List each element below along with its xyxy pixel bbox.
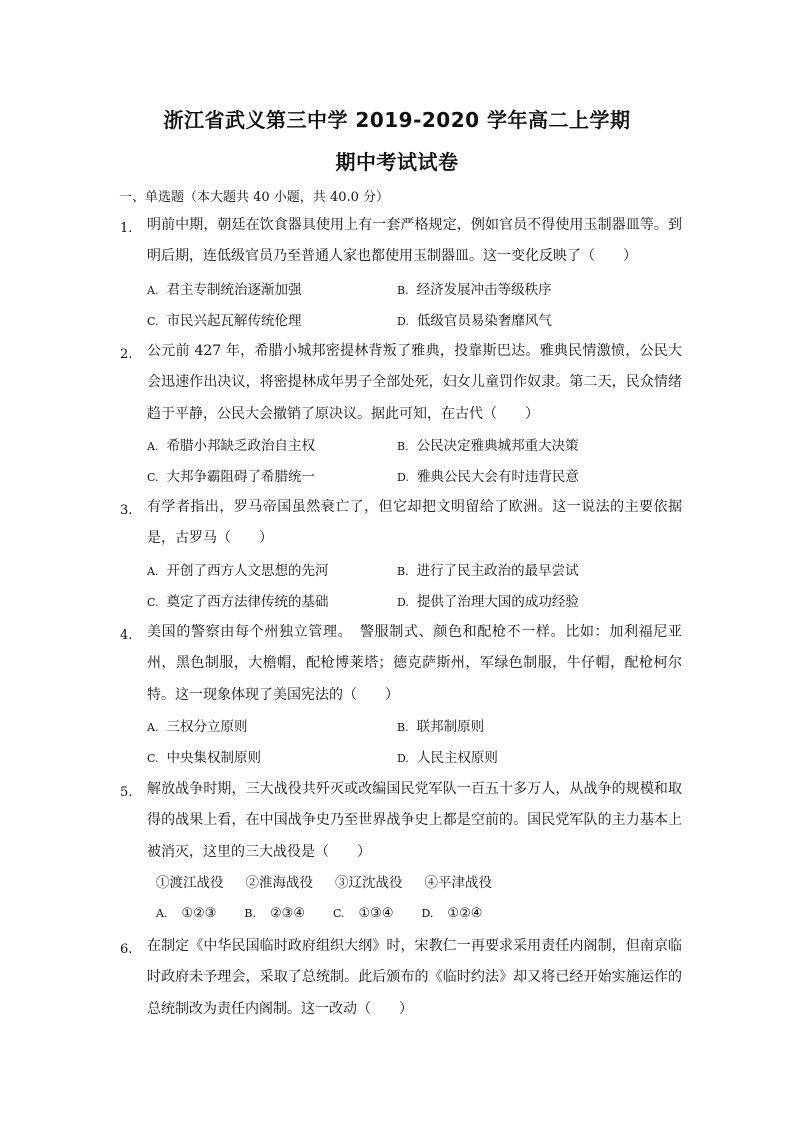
option-text: 三权分立原则 bbox=[166, 719, 248, 735]
option-letter: D. bbox=[397, 752, 409, 765]
option-text: 进行了民主政治的最早尝试 bbox=[416, 563, 579, 579]
option-a bbox=[147, 436, 315, 457]
option-text: 人民主权原则 bbox=[416, 750, 498, 766]
option-text: ②③④ bbox=[270, 906, 305, 921]
option-b bbox=[397, 561, 579, 582]
option-letter: C. bbox=[147, 596, 159, 609]
option-letter: D. bbox=[397, 315, 409, 328]
numbered-item: ①渡江战役 bbox=[156, 875, 224, 891]
option-b bbox=[397, 717, 484, 738]
option-letter: D. bbox=[397, 471, 409, 484]
option-c bbox=[147, 748, 261, 769]
numbered-item: ②淮海战役 bbox=[245, 875, 313, 891]
option-b bbox=[397, 436, 579, 457]
option-letter: C. bbox=[147, 752, 159, 765]
question-number: 1. bbox=[120, 221, 133, 236]
option-text: 联邦制原则 bbox=[416, 719, 485, 735]
option-text: 公民决定雅典城邦重大决策 bbox=[416, 438, 579, 454]
option-b bbox=[397, 280, 552, 301]
option-text: 大邦争霸阻碍了希腊统一 bbox=[166, 469, 316, 485]
option-text: 低级官员易染奢靡风气 bbox=[416, 313, 552, 329]
option-text: 中央集权制原则 bbox=[166, 750, 262, 766]
option-letter: B. bbox=[397, 440, 409, 453]
option-d bbox=[397, 467, 579, 488]
question-stem: 明前中期，朝廷在饮食器具使用上有一套严格规定，例如官员不得使用玉制器皿等。到明后期，连低级官员乃至普通人家也都使用玉制器皿。这一变化反映了（ ） bbox=[147, 217, 682, 265]
option-text: 希腊小邦缺乏政治自主权 bbox=[166, 438, 315, 454]
question-number: 2. bbox=[120, 347, 133, 362]
option-c bbox=[147, 592, 329, 613]
question-number: 6. bbox=[120, 942, 133, 957]
option-text: 奠定了西方法律传统的基础 bbox=[166, 594, 329, 610]
question-stem: 解放战争时期，三大战役共歼灭或改编国民党军队一百五十多万人，从战争的规模和取得的战果上看，在中国战争史乃至世界战争史上都是空前的。国民党军队的主力基本上被消灭，这里的三大战役是（ ） bbox=[147, 781, 682, 860]
option-letter: C. bbox=[332, 907, 345, 920]
option-letter: B. bbox=[244, 907, 257, 920]
question-stem: 在制定《中华民国临时政府组织大纲》时，宋教仁一再要求采用责任内阁制，但南京临时政府未予理会，采取了总统制。此后颁布的《临时约法》却又将已经开始实施运作的总统制改为责任内阁制。这一改动（ ） bbox=[147, 938, 682, 1017]
option-c bbox=[147, 311, 302, 332]
option-letter: D. bbox=[421, 907, 434, 920]
option-letter: A. bbox=[147, 721, 159, 734]
option-d bbox=[397, 311, 552, 332]
inline-options bbox=[156, 904, 510, 924]
option-letter: A. bbox=[147, 284, 159, 297]
option-letter: B. bbox=[397, 721, 409, 734]
option-a bbox=[147, 280, 301, 301]
question-number: 3. bbox=[120, 503, 133, 518]
option-d bbox=[397, 592, 579, 613]
section-heading: 一、单选题（本大题共 40 小题，共 40.0 分） bbox=[119, 190, 390, 205]
option-text: ①②③ bbox=[181, 906, 217, 921]
option-text: 开创了西方人文思想的先河 bbox=[166, 563, 329, 579]
option-text: 雅典公民大会有时违背民意 bbox=[416, 469, 579, 485]
option-letter: D. bbox=[397, 596, 409, 609]
option-c bbox=[333, 906, 408, 921]
option-a bbox=[147, 717, 247, 738]
numbered-item: ④平津战役 bbox=[424, 875, 492, 891]
option-d bbox=[421, 906, 496, 921]
option-text: 提供了治理大国的成功经验 bbox=[416, 594, 579, 610]
numbered-item: ③辽沈战役 bbox=[335, 875, 403, 891]
option-text: 市民兴起瓦解传统伦理 bbox=[166, 313, 302, 329]
option-letter: A. bbox=[147, 565, 159, 578]
option-d bbox=[397, 748, 498, 769]
option-text: 经济发展冲击等级秩序 bbox=[416, 282, 552, 298]
option-a bbox=[147, 561, 328, 582]
option-text: ①②④ bbox=[447, 906, 483, 921]
question-number: 5. bbox=[120, 785, 133, 800]
question-stem: 公元前 427 年，希腊小城邦密提林背叛了雅典，投靠斯巴达。雅典民情激愤，公民大会迅速作出决议，将密提林成年男子全部处死，妇女儿童罚作奴隶。第二天，民众情绪趋于平静，公民大会撤销了原决议。据此可知，在古代（ ） bbox=[147, 343, 682, 422]
exam-subtitle: 期中考试试卷 bbox=[335, 150, 459, 174]
numbered-items bbox=[156, 873, 514, 893]
option-letter: C. bbox=[147, 315, 159, 328]
option-text: 君主专制统治逐渐加强 bbox=[166, 282, 302, 298]
question-stem: 美国的警察由每个州独立管理。 警服制式、颜色和配枪不一样。比如：加利福尼亚州，黑色制服，大檐帽，配枪博莱塔；德克萨斯州，军绿色制服，牛仔帽，配枪柯尔特。这一现象体现了美国宪法的（ ） bbox=[147, 624, 682, 703]
option-letter: A. bbox=[147, 440, 159, 453]
option-c bbox=[147, 467, 315, 488]
option-letter: B. bbox=[397, 565, 409, 578]
question-number: 4. bbox=[120, 628, 133, 643]
question-stem: 有学者指出，罗马帝国虽然衰亡了，但它却把文明留给了欧洲。这一说法的主要依据是，古罗马（ ） bbox=[147, 499, 682, 547]
option-letter: B. bbox=[397, 284, 409, 297]
exam-title: 浙江省武义第三中学 2019-2020 学年高二上学期 bbox=[163, 108, 631, 132]
option-text: ①③④ bbox=[358, 906, 394, 921]
option-letter: A. bbox=[156, 907, 168, 920]
option-letter: C. bbox=[147, 471, 159, 484]
option-b bbox=[244, 906, 319, 921]
option-a bbox=[156, 906, 230, 921]
